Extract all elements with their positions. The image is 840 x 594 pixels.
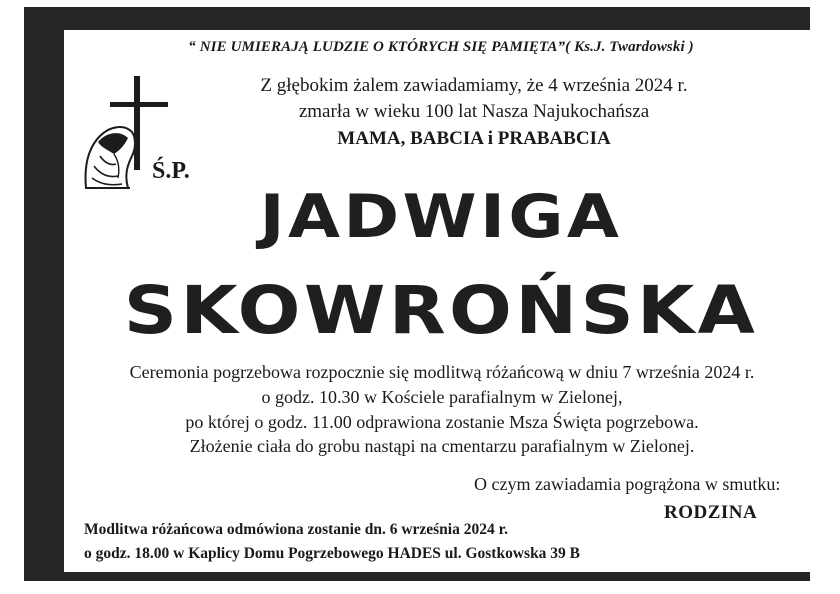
ceremony-line: Ceremonia pogrzebowa rozpocznie się modlitwą różańcową w dniu 7 września 2024 r.: [129, 362, 755, 382]
deceased-last-name: SKOWROŃSKA: [123, 272, 759, 349]
quote-line: “ NIE UMIERAJĄ LUDZIE O KTÓRYCH SIĘ PAMIĘTA”( Ks.J. Twardowski ): [188, 39, 694, 55]
ceremony-line: o godz. 10.30 w Kościele parafialnym w Zielonej,: [261, 387, 623, 407]
obituary-card: [64, 30, 818, 572]
ceremony-line: po której o godz. 11.00 odprawiona zostanie Msza Święta pogrzebowa.: [185, 412, 699, 432]
sp-label: Ś.P.: [152, 158, 190, 184]
ceremony-line: Złożenie ciała do grobu nastąpi na cmentarzu parafialnym w Zielonej.: [189, 436, 695, 456]
family-signature: RODZINA: [664, 502, 758, 523]
obituary-frame: [24, 7, 810, 581]
announcement-line: zmarła w wieku 100 lat Nasza Najukochańsza: [298, 101, 650, 122]
notify-line: O czym zawiadamia pogrążona w smutku:: [474, 474, 781, 494]
rosary-info-line: o godz. 18.00 w Kaplicy Domu Pogrzebowego HADES ul. Gostkowska 39 B: [84, 545, 581, 562]
deceased-first-name: JADWIGA: [259, 182, 623, 252]
announcement-line: Z głębokim żalem zawiadamiamy, że 4 września 2024 r.: [260, 75, 688, 96]
relation-line: MAMA, BABCIA i PRABABCIA: [337, 128, 611, 149]
rosary-info-line: Modlitwa różańcowa odmówiona zostanie dn. 6 września 2024 r.: [84, 521, 508, 538]
